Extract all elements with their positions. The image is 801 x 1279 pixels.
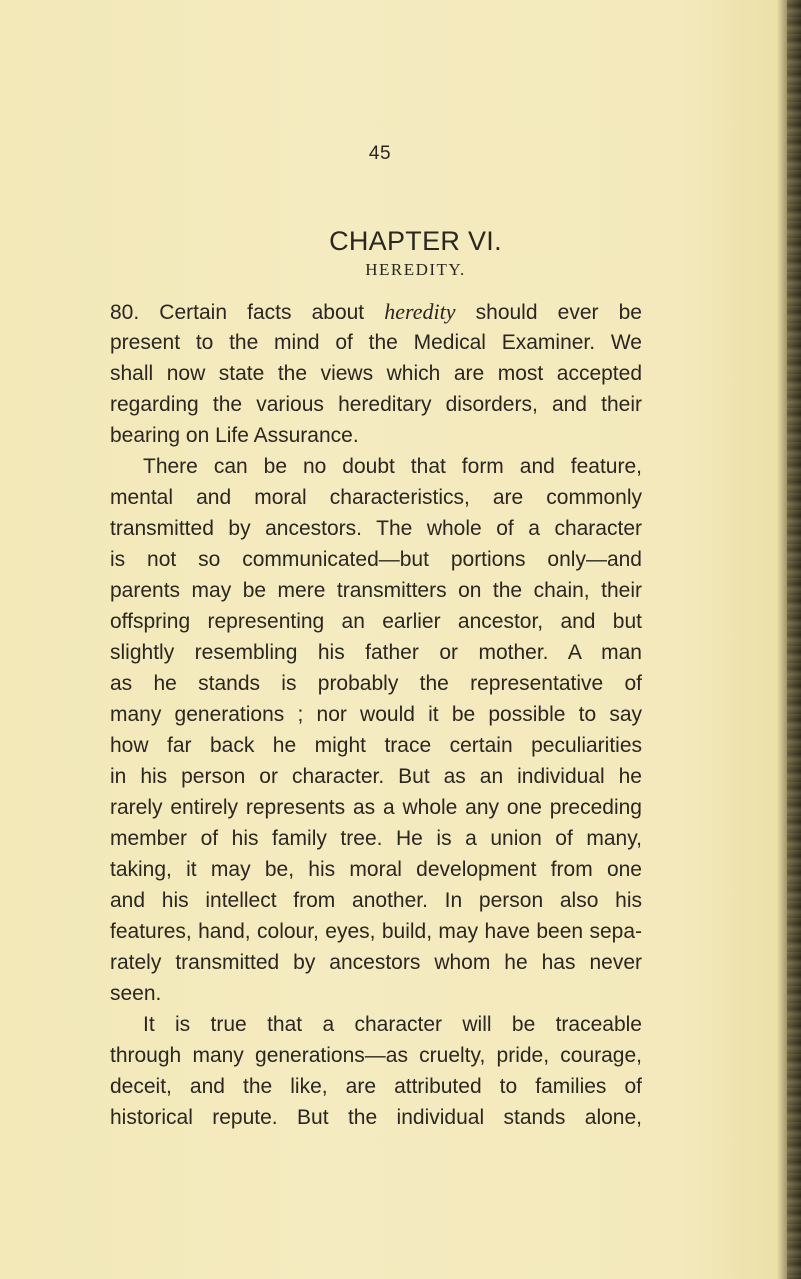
text-line: is not so communicated—but portions only—and [110, 548, 642, 571]
text-line: as he stands is probably the representative of [110, 672, 642, 695]
text-line: deceit, and the like, are attributed to families of [110, 1075, 642, 1098]
text-line: rately transmitted by ancestors whom he has never [110, 951, 642, 974]
text-line: 80. Certain facts about heredity should ever be [110, 299, 642, 324]
text-line: shall now state the views which are most accepted [110, 362, 642, 385]
text-line: parents may be mere transmitters on the chain, their [110, 579, 642, 602]
text-line: seen. [110, 982, 162, 1005]
chapter-title: CHAPTER VI. [329, 226, 502, 256]
text-line: regarding the various hereditary disorders, and their [110, 393, 642, 416]
text-line: slightly resembling his father or mother. A man [110, 641, 642, 664]
text-line: There can be no doubt that form and feature, [143, 455, 642, 478]
text-line: rarely entirely represents as a whole any one preceding [110, 796, 642, 819]
text-line: in his person or character. But as an individual he [110, 765, 642, 788]
text-line: member of his family tree. He is a union of many, [110, 827, 642, 850]
text-line: how far back he might trace certain peculiarities [110, 734, 642, 757]
text-line: transmitted by ancestors. The whole of a character [110, 517, 642, 540]
text-line: It is true that a character will be traceable [143, 1013, 642, 1036]
text-line: many generations ; nor would it be possible to say [110, 703, 642, 726]
text-line: features, hand, colour, eyes, build, may have been sepa- [110, 920, 642, 943]
text-line: offspring representing an earlier ancestor, and but [110, 610, 642, 633]
section-title: HEREDITY. [365, 260, 466, 279]
text-line: and his intellect from another. In person also his [110, 889, 642, 912]
emphasis-heredity: heredity [384, 299, 456, 324]
text-line: through many generations—as cruelty, pride, courage, [110, 1044, 642, 1067]
text-line: historical repute. But the individual stands alone, [110, 1106, 642, 1129]
text-line: present to the mind of the Medical Examiner. We [110, 331, 642, 354]
text-line: bearing on Life Assurance. [110, 424, 359, 447]
text-line: taking, it may be, his moral development from one [110, 858, 642, 881]
text-line: mental and moral characteristics, are commonly [110, 486, 642, 509]
page-edge-shadow [787, 0, 801, 1279]
page-number: 45 [368, 143, 392, 164]
